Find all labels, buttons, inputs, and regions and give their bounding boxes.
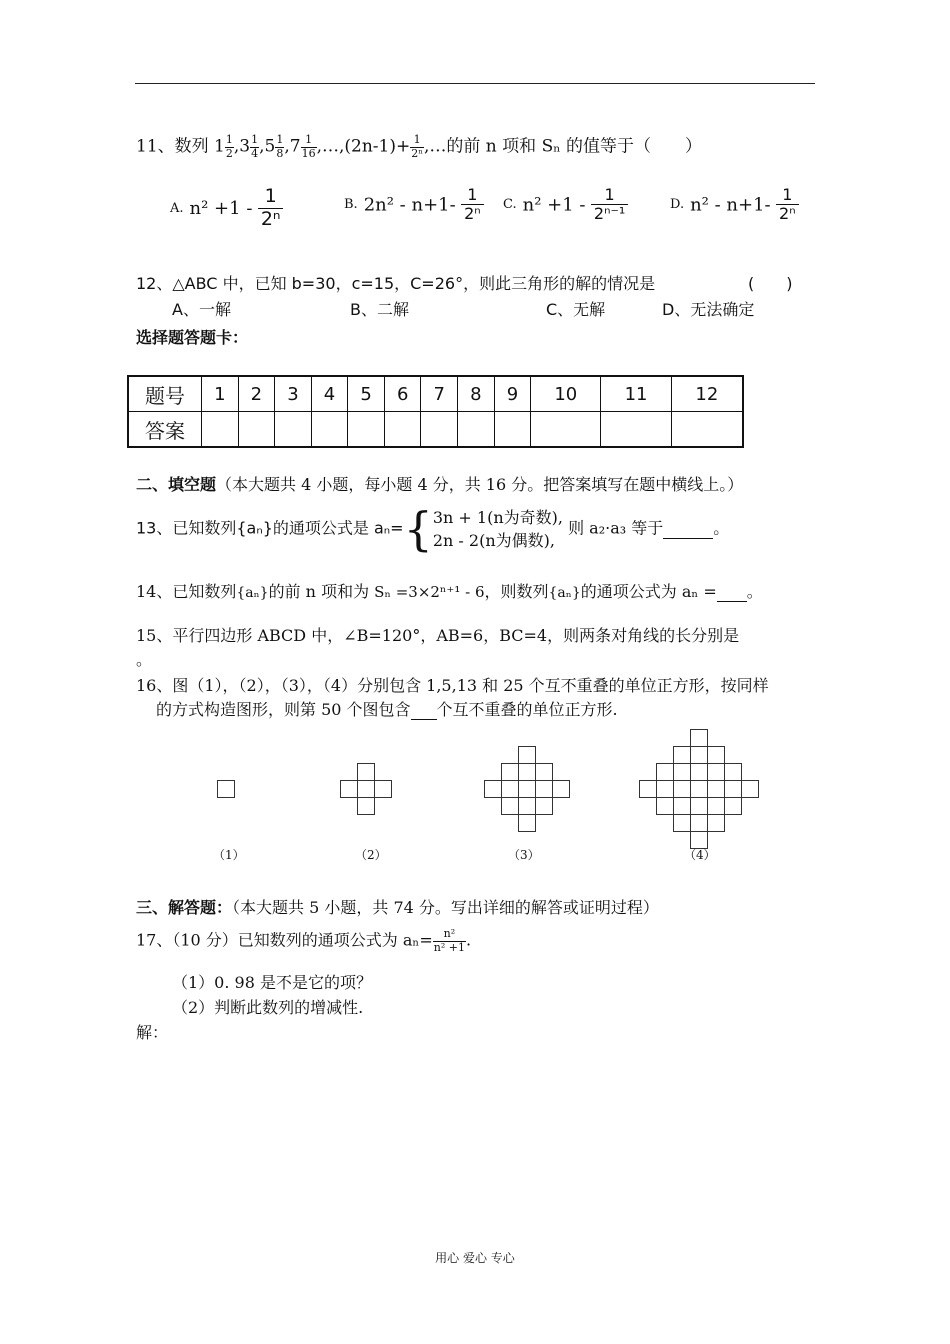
unit-square <box>358 798 375 815</box>
answer-card-number: 7 <box>421 376 458 412</box>
page-footer: 用心 爱心 专心 <box>435 1251 515 1265</box>
solution-label: 解： <box>136 1023 169 1042</box>
unit-square <box>691 764 708 781</box>
unit-square <box>691 798 708 815</box>
unit-square <box>657 764 674 781</box>
answer-card-number: 1 <box>202 376 239 412</box>
question-17: 17、（10 分）已知数列的通项公式为 aₙ= $\frac{\text{n²}}{\text{n² +1}}$ . <box>136 927 472 954</box>
q11-option-b: B. 2n² - n+1- $\frac{1}{\text{2ⁿ}}$ <box>344 186 484 224</box>
answer-card-number: 5 <box>348 376 385 412</box>
question-15: 15、平行四边形 ABCD 中，∠B=120°，AB=6，BC=4，则两条对角线的长分别是 <box>136 626 740 645</box>
question-17-part-2: （2）判断此数列的增减性. <box>172 998 364 1017</box>
unit-square <box>691 781 708 798</box>
question-13: 13、已知数列{aₙ}的通项公式是 aₙ={ 3n + 1(n为奇数), 2n - 2(n为偶数), 则 a₂·a₃ 等于 。 <box>136 502 730 557</box>
question-12: 12、△ABC 中，已知 b=30，c=15，C=26°，则此三角形的解的情况是 <box>136 274 656 293</box>
answer-card-number: 3 <box>275 376 312 412</box>
unit-square <box>708 747 725 764</box>
unit-square <box>502 781 519 798</box>
q11-option-d: D. n² - n+1- $\frac{1}{\text{2ⁿ}}$ <box>670 186 799 224</box>
unit-square <box>657 781 674 798</box>
figure-label-4: （4） <box>684 848 716 862</box>
unit-square <box>519 815 536 832</box>
unit-square <box>341 781 358 798</box>
answer-card-number: 12 <box>671 376 743 412</box>
unit-square <box>674 815 691 832</box>
q12-option-b: B、二解 <box>350 300 409 319</box>
question-15-end: 。 <box>136 650 153 669</box>
unit-square <box>691 747 708 764</box>
q12-option-a: A、一解 <box>172 300 231 319</box>
unit-square <box>536 781 553 798</box>
question-16: 16、图（1），（2），（3），（4）分别包含 1,5,13 和 25 个互不重叠的单位正方形，按同样 <box>136 676 769 695</box>
section-3-heading: 三、解答题：（本大题共 5 小题，共 74 分。写出详细的解答或证明过程） <box>136 898 659 917</box>
unit-square <box>519 764 536 781</box>
figure-label-2: （2） <box>355 848 387 862</box>
answer-card-number-head: 题号 <box>128 376 202 412</box>
unit-square <box>674 747 691 764</box>
q12-option-d: D、无法确定 <box>662 300 755 319</box>
unit-square <box>657 798 674 815</box>
figure-label-1: （1） <box>213 848 245 862</box>
question-14: 14、已知数列{aₙ}的前 n 项和为 Sₙ =3×2ⁿ⁺¹ - 6，则数列{aₙ}的通项公式为 aₙ = 。 <box>136 582 763 601</box>
unit-square <box>640 781 657 798</box>
unit-square <box>358 764 375 781</box>
unit-square <box>536 798 553 815</box>
answer-card-number: 9 <box>494 376 531 412</box>
q12-option-c: C、无解 <box>546 300 606 319</box>
unit-square <box>708 764 725 781</box>
unit-square <box>725 764 742 781</box>
unit-square <box>725 798 742 815</box>
unit-square <box>691 730 708 747</box>
question-11: 11、数列 1 $\frac{1}{2}$ ,3 $\frac{1}{4}$ ,5 $\frac{1}{8}$ ,7 $\frac{1}{16}$ ,…,(2n-1)+ $\frac{1}{\text{2ⁿ}}$ ,…的前 n 项和 Sₙ 的值等于（ ） <box>136 133 702 160</box>
unit-square <box>502 764 519 781</box>
section-2-heading: 二、填空题（本大题共 4 小题，每小题 4 分，共 16 分。把答案填写在题中横线上。） <box>136 475 744 494</box>
unit-square <box>708 815 725 832</box>
unit-square <box>674 798 691 815</box>
unit-square <box>674 764 691 781</box>
unit-square <box>218 781 235 798</box>
unit-square <box>502 798 519 815</box>
q12-paren: ( ) <box>748 274 793 293</box>
question-16-line2: 的方式构造图形，则第 50 个图包含 个互不重叠的单位正方形. <box>156 700 618 719</box>
answer-card-title: 选择题答题卡： <box>136 328 249 347</box>
unit-square <box>519 781 536 798</box>
q11-option-a: A. n² +1 - $\frac{1}{\text{2ⁿ}}$ <box>170 186 283 231</box>
q11-option-c: C. n² +1 - $\frac{1}{\text{2ⁿ⁻¹}}$ <box>503 186 628 224</box>
unit-square <box>742 781 759 798</box>
answer-card-number: 6 <box>384 376 421 412</box>
unit-square <box>553 781 570 798</box>
answer-card-number: 10 <box>531 376 601 412</box>
answer-card-number: 4 <box>311 376 348 412</box>
unit-square <box>674 781 691 798</box>
unit-square <box>358 781 375 798</box>
unit-square <box>725 781 742 798</box>
brace: { <box>403 502 433 557</box>
unit-square <box>519 747 536 764</box>
answer-card-number: 11 <box>601 376 671 412</box>
answer-card-number: 2 <box>238 376 275 412</box>
unit-square <box>536 764 553 781</box>
unit-square <box>708 798 725 815</box>
question-17-part-1: （1）0. 98 是不是它的项？ <box>172 973 372 992</box>
unit-square <box>708 781 725 798</box>
unit-square <box>519 798 536 815</box>
unit-square <box>375 781 392 798</box>
figure-label-3: （3） <box>508 848 540 862</box>
answer-card-number: 8 <box>458 376 495 412</box>
answer-card-answer-head: 答案 <box>128 412 202 448</box>
unit-square <box>485 781 502 798</box>
unit-square <box>691 815 708 832</box>
